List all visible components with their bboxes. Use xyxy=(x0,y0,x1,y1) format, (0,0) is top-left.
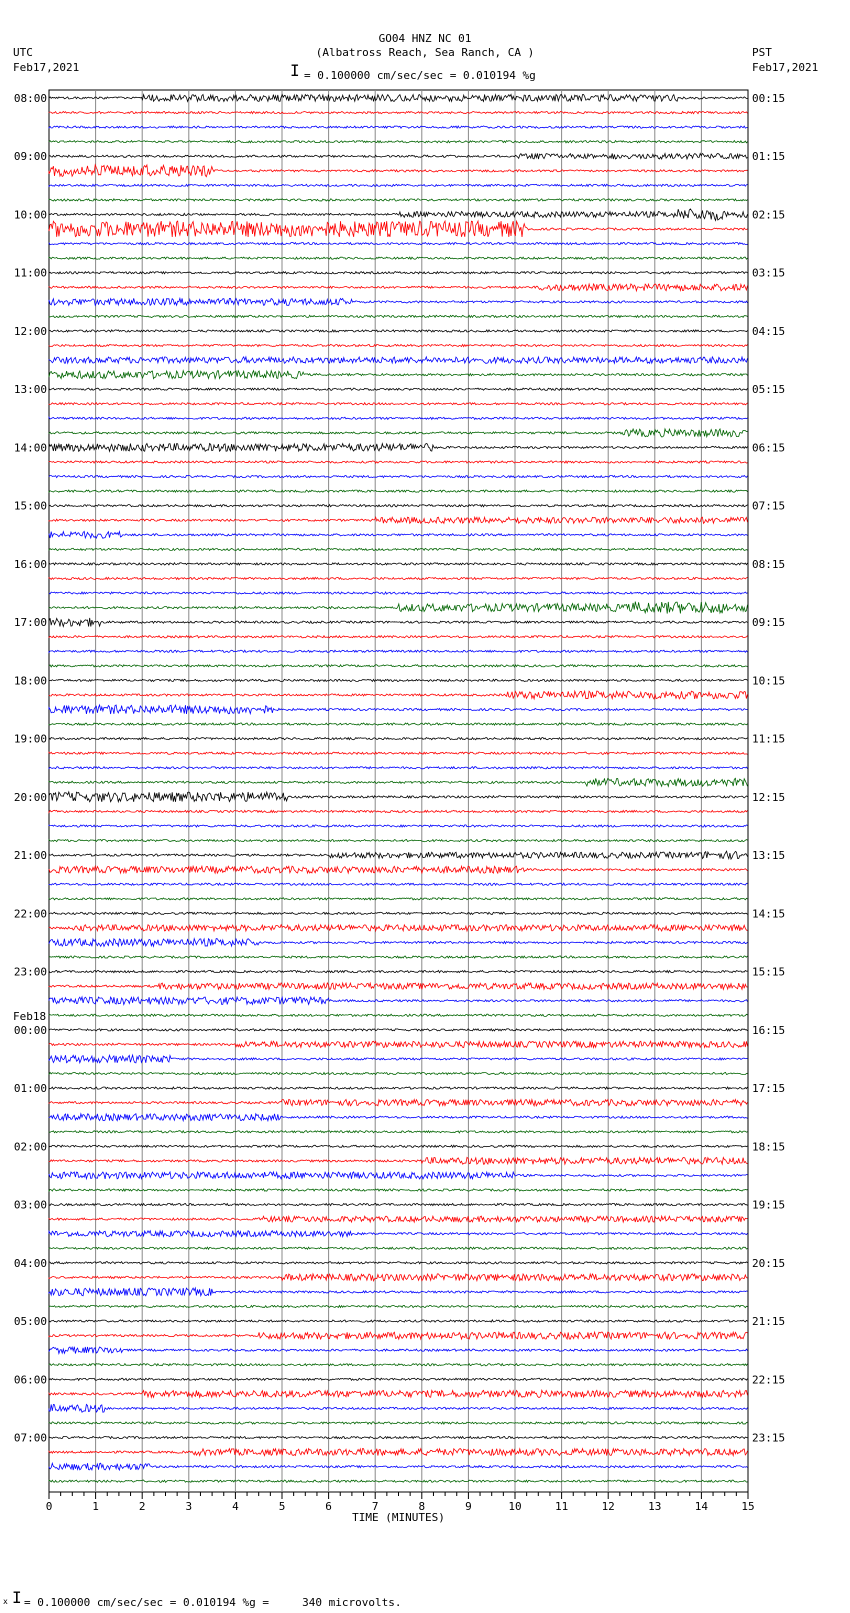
seismic-trace xyxy=(49,840,748,842)
seismic-trace xyxy=(49,199,748,201)
x-tick-label: 11 xyxy=(554,1500,569,1513)
seismic-trace xyxy=(49,126,748,128)
utc-hour-label: 21:00 xyxy=(13,849,47,863)
pst-hour-label: 10:15 xyxy=(752,674,786,688)
utc-hour-label: 11:00 xyxy=(13,266,47,280)
x-axis-label: TIME (MINUTES) xyxy=(352,1511,445,1524)
date-change-label: Feb18 xyxy=(13,1009,47,1023)
left-timezone: UTC xyxy=(13,46,33,59)
x-tick-label: 1 xyxy=(92,1500,99,1513)
utc-hour-label: 01:00 xyxy=(13,1082,47,1096)
seismic-trace xyxy=(49,792,748,802)
utc-hour-label: 22:00 xyxy=(13,907,47,921)
pst-hour-label: 15:15 xyxy=(752,965,786,979)
utc-hour-label: 15:00 xyxy=(13,499,47,513)
seismic-trace xyxy=(49,95,748,102)
utc-hour-label: 00:00 xyxy=(13,1023,47,1037)
seismic-trace xyxy=(49,563,748,565)
utc-hour-label: 12:00 xyxy=(13,324,47,338)
pst-hour-label: 08:15 xyxy=(752,557,786,571)
utc-hour-label: 10:00 xyxy=(13,208,47,222)
x-tick-label: 5 xyxy=(278,1500,286,1513)
seismic-trace xyxy=(49,1449,748,1456)
right-timezone: PST xyxy=(752,46,772,59)
pst-hour-label: 14:15 xyxy=(752,907,786,921)
seismic-trace xyxy=(49,912,748,914)
seismic-trace xyxy=(49,444,748,452)
seismic-trace xyxy=(49,1347,748,1354)
pst-hour-label: 06:15 xyxy=(752,441,786,455)
footer-scale-mark-icon: x xyxy=(3,1597,8,1606)
pst-hour-label: 02:15 xyxy=(752,208,786,222)
seismic-trace xyxy=(49,1029,748,1031)
pst-hour-label: 04:15 xyxy=(752,324,786,338)
seismic-trace xyxy=(49,939,748,947)
x-tick-label: 14 xyxy=(694,1500,709,1513)
pst-hour-label: 13:15 xyxy=(752,849,786,863)
seismic-trace xyxy=(49,461,748,463)
x-tick-label: 3 xyxy=(185,1500,193,1513)
left-date: Feb17,2021 xyxy=(13,61,80,74)
utc-hour-label: 16:00 xyxy=(13,557,47,571)
seismic-trace xyxy=(49,403,748,405)
seismic-trace xyxy=(49,1231,748,1237)
seismic-trace xyxy=(49,165,748,177)
utc-hour-label: 19:00 xyxy=(13,732,47,746)
seismic-trace xyxy=(49,1204,748,1206)
utc-hour-label: 02:00 xyxy=(13,1140,47,1154)
footer-scale-bar-icon: I xyxy=(12,1588,22,1607)
seismic-trace xyxy=(49,650,748,652)
pst-hour-label: 05:15 xyxy=(752,383,786,397)
seismic-trace xyxy=(49,602,748,614)
plot-frame xyxy=(49,90,748,1492)
pst-hour-label: 18:15 xyxy=(752,1140,786,1154)
x-tick-label: 8 xyxy=(418,1500,426,1513)
seismic-trace xyxy=(49,592,748,594)
pst-hour-label: 17:15 xyxy=(752,1082,786,1096)
seismic-trace xyxy=(49,866,748,873)
seismic-trace xyxy=(49,1463,748,1470)
pst-hour-label: 19:15 xyxy=(752,1198,786,1212)
pst-hour-label: 20:15 xyxy=(752,1256,786,1270)
x-tick-label: 0 xyxy=(45,1500,53,1513)
pst-hour-label: 03:15 xyxy=(752,266,786,280)
seismic-trace xyxy=(49,1305,748,1307)
seismic-trace xyxy=(49,1404,748,1412)
pst-hour-label: 01:15 xyxy=(752,150,786,164)
seismic-trace xyxy=(49,490,748,492)
pst-hour-label: 23:15 xyxy=(752,1431,786,1445)
seismic-trace xyxy=(49,330,748,332)
x-tick-label: 15 xyxy=(741,1500,755,1513)
chart-title: GO04 HNZ NC 01 xyxy=(378,32,472,45)
x-tick-label: 7 xyxy=(371,1500,379,1513)
utc-hour-label: 08:00 xyxy=(13,92,47,105)
seismic-trace xyxy=(49,1378,748,1380)
seismic-trace xyxy=(49,1172,748,1179)
seismic-trace xyxy=(49,1055,748,1063)
utc-hour-label: 14:00 xyxy=(13,441,47,455)
pst-hour-label: 11:15 xyxy=(752,732,786,746)
seismic-trace xyxy=(49,898,748,900)
seismic-trace xyxy=(49,1480,748,1482)
x-tick-label: 2 xyxy=(138,1500,146,1513)
seismic-trace xyxy=(49,1262,748,1264)
seismic-trace xyxy=(49,738,748,740)
seismic-trace xyxy=(49,1114,748,1121)
seismic-trace xyxy=(49,1157,748,1164)
seismic-trace xyxy=(49,618,748,627)
seismic-trace xyxy=(49,344,748,346)
seismic-trace xyxy=(49,810,748,812)
seismic-trace xyxy=(49,357,748,363)
seismic-trace xyxy=(49,371,748,379)
seismic-trace xyxy=(49,1145,748,1147)
seismic-trace xyxy=(49,778,748,786)
seismic-trace xyxy=(49,476,748,478)
seismic-trace xyxy=(49,679,748,681)
seismic-trace xyxy=(49,184,748,186)
seismic-trace xyxy=(49,956,748,958)
seismic-trace xyxy=(49,1131,748,1133)
seismic-trace xyxy=(49,1390,748,1397)
seismic-trace xyxy=(49,883,748,885)
pst-hour-label: 22:15 xyxy=(752,1373,786,1387)
seismic-trace xyxy=(49,141,748,143)
seismic-trace xyxy=(49,417,748,419)
seismic-trace xyxy=(49,531,748,538)
seismic-trace xyxy=(49,925,748,931)
pst-hour-label: 09:15 xyxy=(752,616,786,630)
utc-hour-label: 20:00 xyxy=(13,790,47,804)
x-tick-label: 6 xyxy=(325,1500,332,1513)
pst-hour-label: 07:15 xyxy=(752,499,786,513)
seismic-trace xyxy=(49,1364,748,1366)
utc-hour-label: 07:00 xyxy=(13,1431,47,1445)
seismic-trace xyxy=(49,1422,748,1424)
right-date: Feb17,2021 xyxy=(752,61,819,74)
seismic-trace xyxy=(49,1087,748,1089)
seismic-trace xyxy=(49,997,748,1005)
seismic-trace xyxy=(49,825,748,827)
seismic-trace xyxy=(49,209,748,221)
footer-scale-note: = 0.100000 cm/sec/sec = 0.010194 %g = 340 microvolts. xyxy=(24,1596,402,1609)
seismic-trace xyxy=(49,767,748,769)
utc-hour-label: 06:00 xyxy=(13,1373,47,1387)
x-tick-label: 10 xyxy=(508,1500,522,1513)
seismic-trace xyxy=(49,1436,748,1438)
seismic-trace xyxy=(49,752,748,754)
seismic-trace xyxy=(49,517,748,523)
seismic-trace xyxy=(49,577,748,579)
seismic-trace xyxy=(49,1247,748,1249)
seismic-trace xyxy=(49,691,748,699)
seismic-trace xyxy=(49,272,748,274)
seismic-trace xyxy=(49,298,748,305)
seismic-trace xyxy=(49,548,748,550)
seismic-trace xyxy=(49,221,748,237)
seismic-trace xyxy=(49,705,748,714)
seismic-trace xyxy=(49,1320,748,1322)
seismic-trace xyxy=(49,112,748,114)
utc-hour-label: 09:00 xyxy=(13,150,47,164)
x-tick-label: 4 xyxy=(232,1500,239,1513)
seismic-trace xyxy=(49,154,748,160)
seismic-trace xyxy=(49,1288,748,1296)
x-tick-label: 9 xyxy=(465,1500,472,1513)
seismic-trace xyxy=(49,971,748,973)
seismic-trace xyxy=(49,1041,748,1047)
chart-subtitle: (Albatross Reach, Sea Ranch, CA ) xyxy=(315,46,535,59)
seismic-trace xyxy=(49,1014,748,1016)
scale-label: = 0.100000 cm/sec/sec = 0.010194 %g xyxy=(304,69,536,82)
scale-bar-icon: I xyxy=(290,61,300,80)
pst-hour-label: 16:15 xyxy=(752,1023,786,1037)
utc-hour-label: 05:00 xyxy=(13,1315,47,1329)
utc-hour-label: 04:00 xyxy=(13,1256,47,1270)
seismic-trace xyxy=(49,1332,748,1339)
seismic-trace xyxy=(49,1274,748,1281)
seismic-trace xyxy=(49,1189,748,1191)
seismic-trace xyxy=(49,1072,748,1074)
seismic-trace xyxy=(49,243,748,245)
seismic-trace xyxy=(49,429,748,437)
seismic-trace xyxy=(49,636,748,638)
seismic-trace xyxy=(49,851,748,859)
pst-hour-label: 12:15 xyxy=(752,790,786,804)
seismic-trace xyxy=(49,284,748,291)
seismic-trace xyxy=(49,983,748,989)
x-tick-label: 12 xyxy=(601,1500,615,1513)
seismic-trace xyxy=(49,723,748,725)
seismic-trace xyxy=(49,388,748,390)
x-tick-label: 13 xyxy=(648,1500,662,1513)
utc-hour-label: 13:00 xyxy=(13,383,47,397)
seismic-trace xyxy=(49,665,748,667)
seismic-trace xyxy=(49,505,748,507)
pst-hour-label: 00:15 xyxy=(752,92,786,105)
seismic-trace xyxy=(49,257,748,259)
pst-hour-label: 21:15 xyxy=(752,1315,786,1329)
utc-hour-label: 23:00 xyxy=(13,965,47,979)
seismic-trace xyxy=(49,1099,748,1105)
utc-hour-label: 17:00 xyxy=(13,616,47,630)
seismic-trace xyxy=(49,315,748,317)
seismic-trace xyxy=(49,1216,748,1222)
utc-hour-label: 18:00 xyxy=(13,674,47,688)
utc-hour-label: 03:00 xyxy=(13,1198,47,1212)
